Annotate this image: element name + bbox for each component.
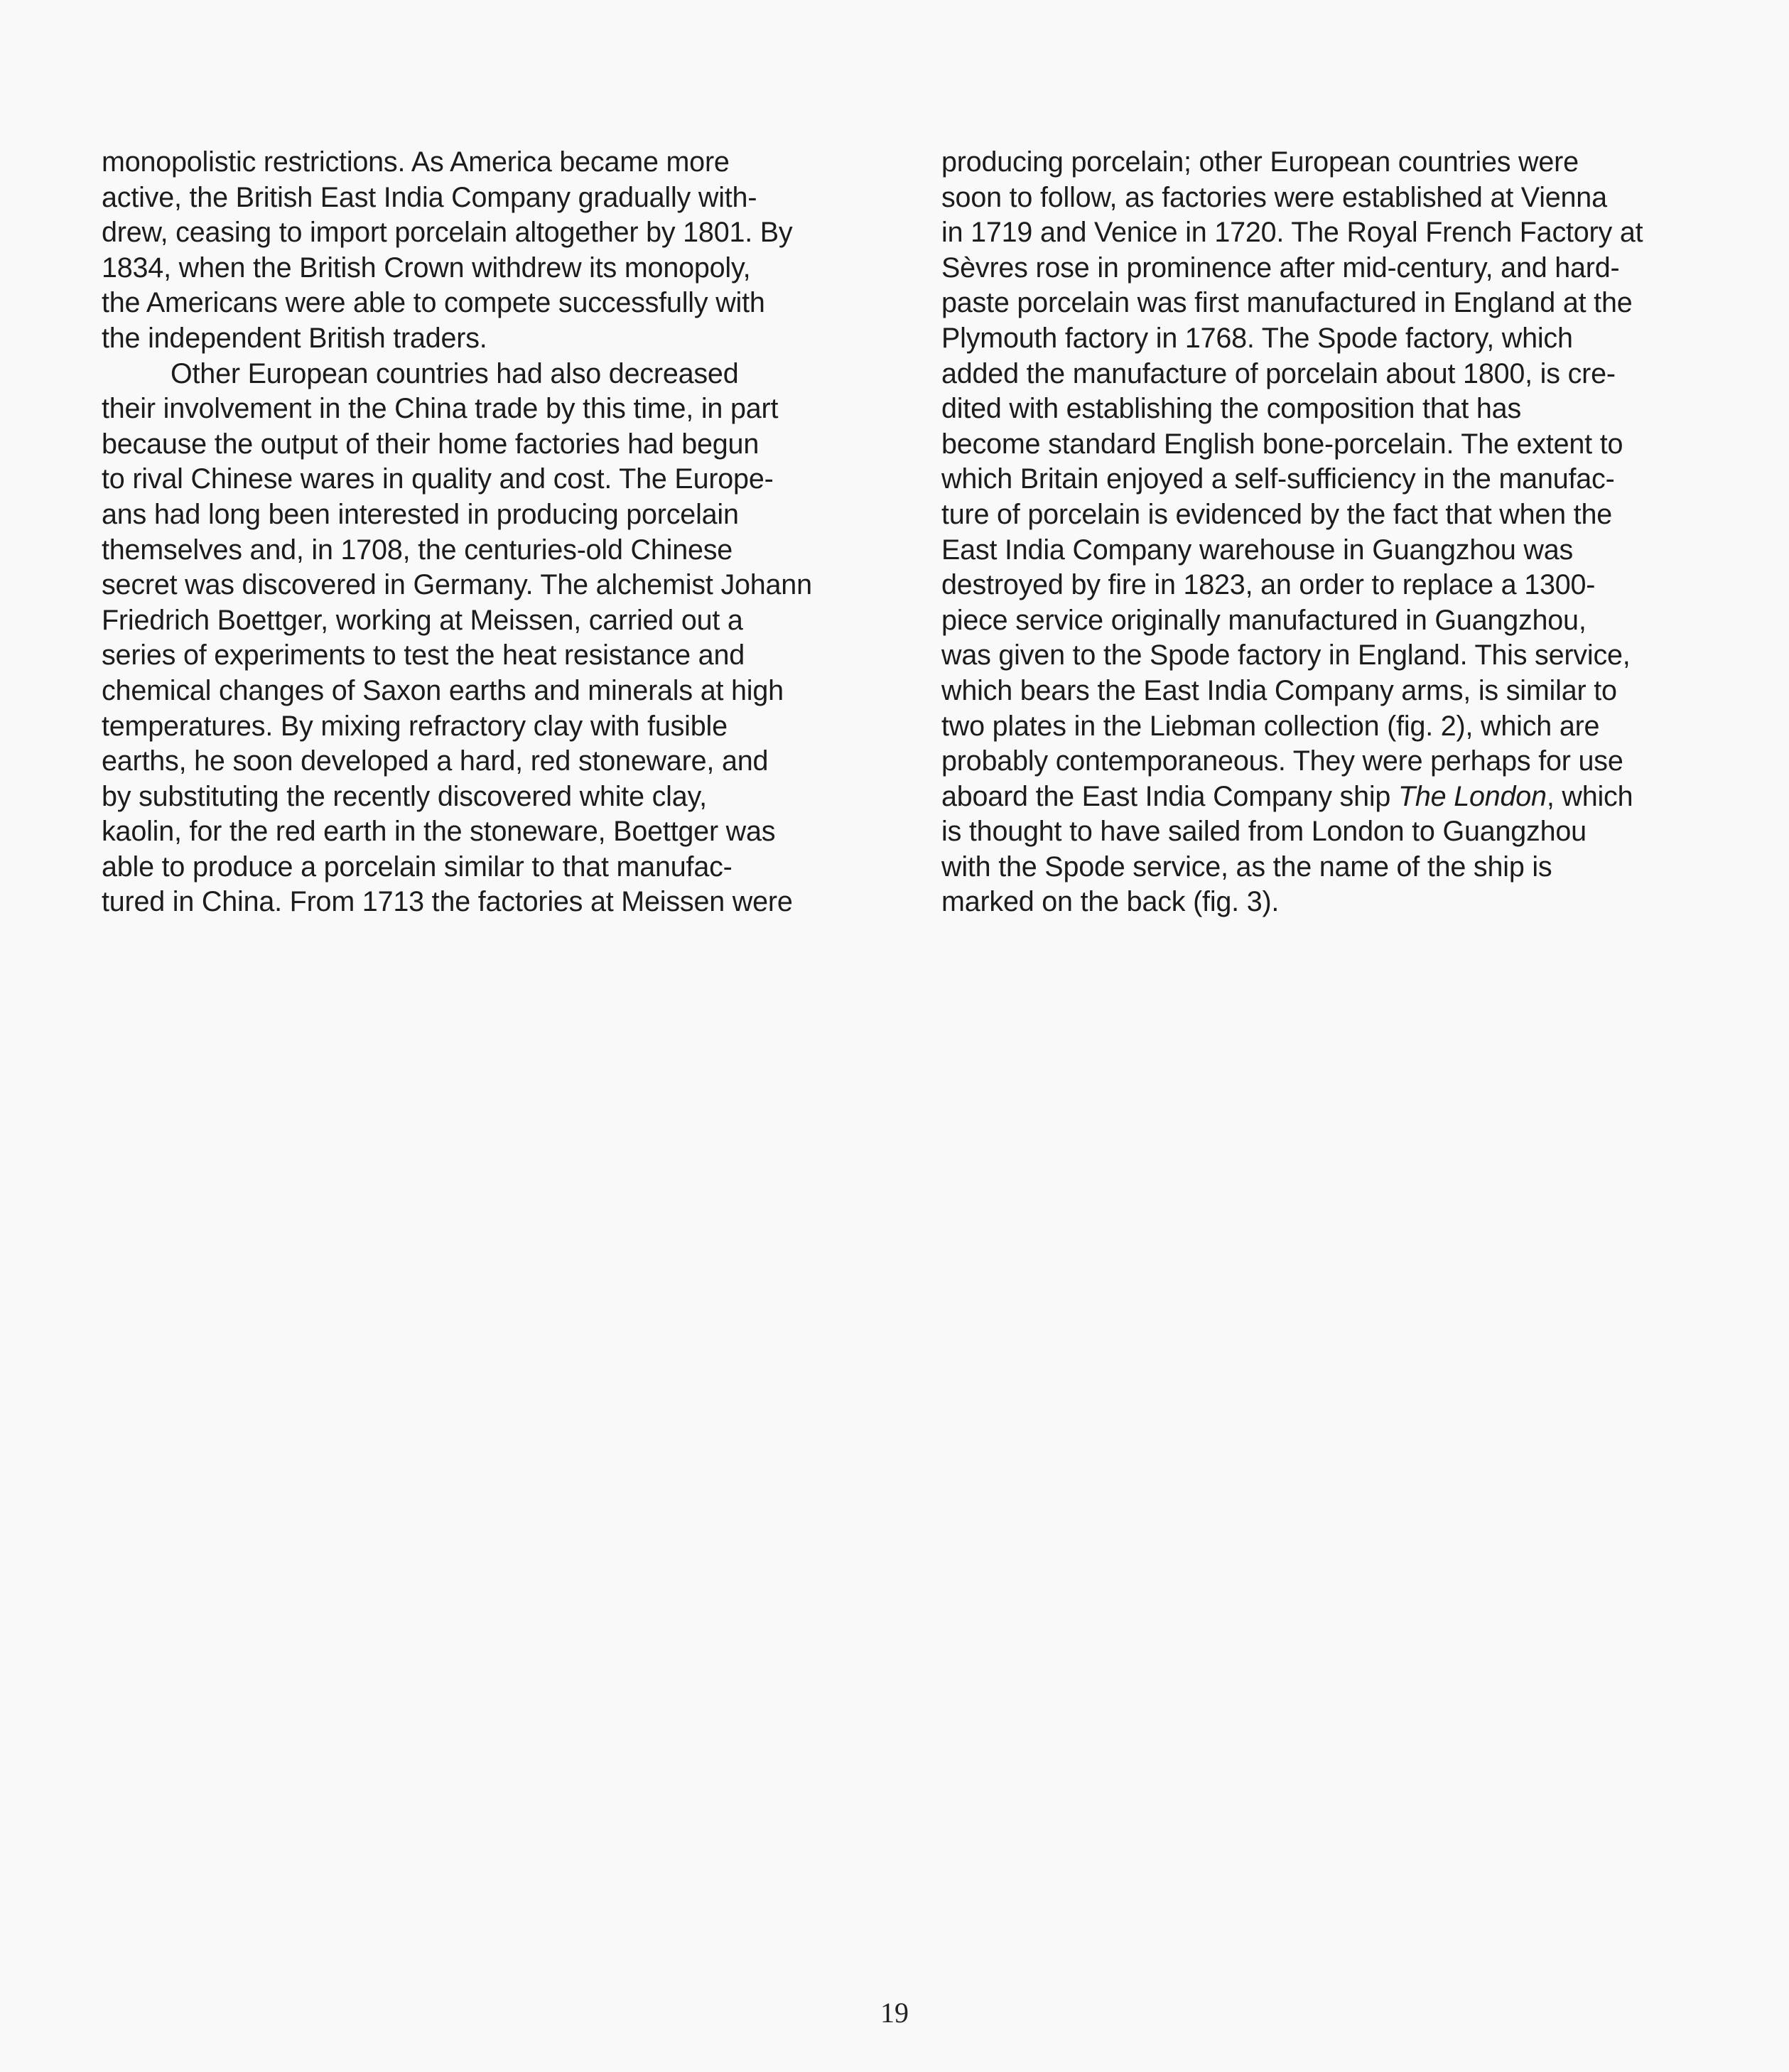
text-line: tured in China. From 1713 the factories at Meissen were bbox=[102, 886, 793, 918]
text-line: East India Company warehouse in Guangzhou was bbox=[941, 534, 1574, 566]
text-line: the Americans were able to compete successfully with bbox=[102, 287, 765, 319]
text-line: series of experiments to test the heat resistance and bbox=[102, 640, 745, 671]
text-line: become standard English bone-porcelain. The extent to bbox=[941, 428, 1623, 460]
text-line: with the Spode service, as the name of the ship is bbox=[941, 851, 1552, 883]
text-line: Plymouth factory in 1768. The Spode factory, which bbox=[941, 322, 1573, 354]
text-line: chemical changes of Saxon earths and minerals at high bbox=[102, 674, 784, 706]
text-line: drew, ceasing to import porcelain altogether by 1801. By bbox=[102, 217, 793, 249]
text-line: two plates in the Liebman collection (fig. 2), which are bbox=[941, 710, 1600, 742]
text-line: probably contemporaneous. They were perhaps for use bbox=[941, 745, 1623, 777]
text-line: 1834, when the British Crown withdrew its monopoly, bbox=[102, 252, 751, 284]
text-line: secret was discovered in Germany. The alchemist Johann bbox=[102, 569, 812, 601]
ship-name: The London bbox=[1398, 780, 1547, 812]
text-line-with-ship-name bbox=[941, 779, 1673, 815]
text-line: to rival Chinese wares in quality and cost. The Europe- bbox=[102, 463, 774, 495]
text-line: their involvement in the China trade by this time, in part bbox=[102, 393, 779, 425]
text-line: temperatures. By mixing refractory clay with fusible bbox=[102, 710, 728, 742]
text-line: because the output of their home factories had begun bbox=[102, 428, 760, 460]
text-line: active, the British East India Company gradually with- bbox=[102, 181, 757, 213]
text-line: in 1719 and Venice in 1720. The Royal French Factory at bbox=[941, 217, 1643, 249]
text-line: ture of porcelain is evidenced by the fact that when the bbox=[941, 498, 1612, 530]
text-line: able to produce a porcelain similar to that manufac- bbox=[102, 851, 733, 883]
text-line: marked on the back (fig. 3). bbox=[941, 886, 1280, 918]
text-line: which Britain enjoyed a self-sufficiency in the manufac- bbox=[941, 463, 1615, 495]
text-line: Sèvres rose in prominence after mid-century, and hard- bbox=[941, 252, 1620, 284]
text-line: earths, he soon developed a hard, red stoneware, and bbox=[102, 745, 769, 777]
text-line: producing porcelain; other European countries were bbox=[941, 146, 1579, 178]
text-line: soon to follow, as factories were established at Vienna bbox=[941, 181, 1607, 213]
right-text-column bbox=[941, 145, 1673, 920]
text-line: dited with establishing the composition that has bbox=[941, 393, 1522, 425]
text-line: piece service originally manufactured in Guangzhou, bbox=[941, 604, 1587, 636]
text-line: added the manufacture of porcelain about 1800, is cre- bbox=[941, 357, 1616, 389]
text-line: themselves and, in 1708, the centuries-old Chinese bbox=[102, 534, 733, 566]
page-number: 19 bbox=[880, 1997, 909, 2029]
text-line: which bears the East India Company arms, is similar to bbox=[941, 674, 1617, 706]
text-line: is thought to have sailed from London to Guangzhou bbox=[941, 816, 1587, 848]
text-line: ans had long been interested in producing porcelain bbox=[102, 498, 739, 530]
text-line: the independent British traders. bbox=[102, 322, 487, 354]
text-line: Friedrich Boettger, working at Meissen, carried out a bbox=[102, 604, 743, 636]
text-line: was given to the Spode factory in England. This service, bbox=[941, 640, 1631, 671]
text-line: destroyed by fire in 1823, an order to replace a 1300- bbox=[941, 569, 1596, 601]
paragraph-first-line: Other European countries had also decreased bbox=[171, 357, 739, 389]
left-text-column bbox=[102, 145, 819, 920]
text-line: paste porcelain was first manufactured in England at the bbox=[941, 287, 1633, 319]
text-line: kaolin, for the red earth in the stoneware, Boettger was bbox=[102, 816, 776, 848]
text-segment: aboard the East India Company ship bbox=[941, 780, 1398, 812]
text-line: monopolistic restrictions. As America became more bbox=[102, 146, 730, 178]
text-segment: , which bbox=[1546, 780, 1633, 812]
text-line: by substituting the recently discovered white clay, bbox=[102, 780, 707, 812]
